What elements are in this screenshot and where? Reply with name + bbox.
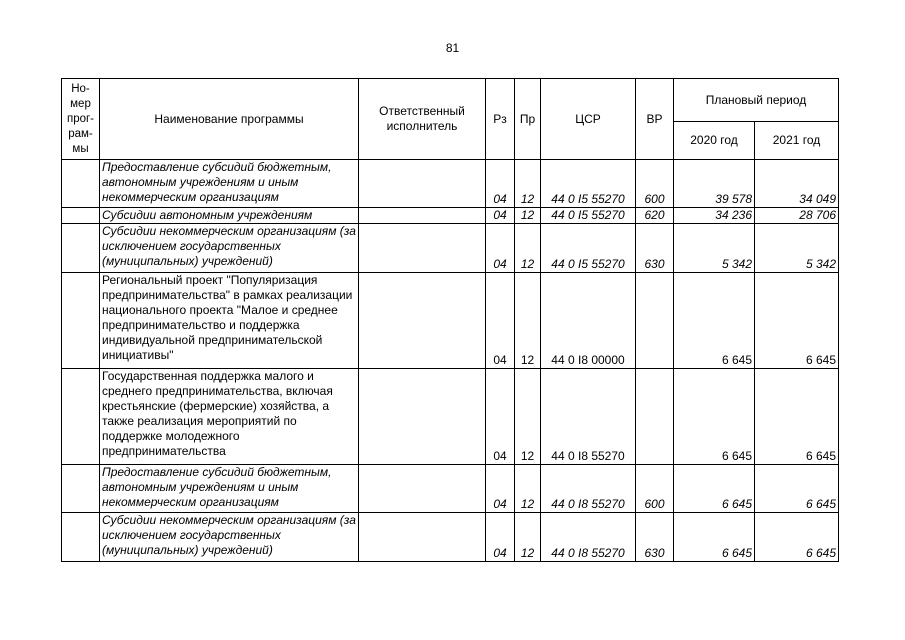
pr-cell: 12 xyxy=(515,160,541,208)
executor-cell xyxy=(359,160,486,208)
csr-cell: 44 0 I8 55270 xyxy=(541,369,636,465)
header-vr: ВР xyxy=(636,79,674,160)
amount-2021-cell: 5 342 xyxy=(755,224,839,273)
table-row xyxy=(62,208,839,224)
page-number: 81 xyxy=(445,41,460,55)
table-row xyxy=(62,465,839,513)
amount-2020-cell: 5 342 xyxy=(674,224,755,273)
csr-cell: 44 0 I5 55270 xyxy=(541,208,636,224)
vr-cell xyxy=(636,273,674,369)
program-number-cell xyxy=(62,513,100,562)
csr-cell: 44 0 I5 55270 xyxy=(541,160,636,208)
table-row xyxy=(62,160,839,208)
rz-cell: 04 xyxy=(486,513,515,562)
pr-cell: 12 xyxy=(515,208,541,224)
pr-cell: 12 xyxy=(515,465,541,513)
program-name-cell: Субсидии некоммерческим организациям (за исключением государственных (муниципальных) учреждений) xyxy=(100,513,359,562)
executor-cell xyxy=(359,208,486,224)
rz-cell: 04 xyxy=(486,465,515,513)
header-rz: Рз xyxy=(486,79,515,160)
program-number-cell xyxy=(62,224,100,273)
vr-cell: 620 xyxy=(636,208,674,224)
vr-cell: 600 xyxy=(636,160,674,208)
program-name-cell: Государственная поддержка малого и среднего предпринимательства, включая крестьянские (фермерские) хозяйства, а также реализация мероприятий по поддержке молодежного предпринимательства xyxy=(100,369,359,465)
program-name-cell: Субсидии автономным учреждениям xyxy=(100,208,359,224)
header-year-2021: 2021 год xyxy=(755,122,839,160)
executor-cell xyxy=(359,273,486,369)
csr-cell: 44 0 I8 55270 xyxy=(541,513,636,562)
amount-2020-cell: 39 578 xyxy=(674,160,755,208)
amount-2020-cell: 34 236 xyxy=(674,208,755,224)
header-csr: ЦСР xyxy=(541,79,636,160)
program-number-cell xyxy=(62,208,100,224)
csr-cell: 44 0 I8 00000 xyxy=(541,273,636,369)
amount-2020-cell: 6 645 xyxy=(674,369,755,465)
executor-cell xyxy=(359,513,486,562)
program-number-cell xyxy=(62,273,100,369)
header-executor: Ответственный исполнитель xyxy=(359,79,486,160)
amount-2020-cell: 6 645 xyxy=(674,465,755,513)
pr-cell: 12 xyxy=(515,224,541,273)
amount-2021-cell: 6 645 xyxy=(755,369,839,465)
rz-cell: 04 xyxy=(486,160,515,208)
header-program-name: Наименование программы xyxy=(100,79,359,160)
pr-cell: 12 xyxy=(515,273,541,369)
rz-cell: 04 xyxy=(486,224,515,273)
program-name-cell: Региональный проект "Популяризация предпринимательства" в рамках реализации национального проекта "Малое и среднее предпринимательство и поддержка индивидуальной предпринимательской инициативы" xyxy=(100,273,359,369)
table-row xyxy=(62,273,839,369)
amount-2021-cell: 6 645 xyxy=(755,465,839,513)
executor-cell xyxy=(359,465,486,513)
program-number-cell xyxy=(62,369,100,465)
pr-cell: 12 xyxy=(515,513,541,562)
executor-cell xyxy=(359,224,486,273)
rz-cell: 04 xyxy=(486,369,515,465)
vr-cell xyxy=(636,369,674,465)
table-row xyxy=(62,513,839,562)
executor-cell xyxy=(359,369,486,465)
rz-cell: 04 xyxy=(486,273,515,369)
csr-cell: 44 0 I5 55270 xyxy=(541,224,636,273)
amount-2021-cell: 28 706 xyxy=(755,208,839,224)
vr-cell: 630 xyxy=(636,224,674,273)
program-number-cell xyxy=(62,465,100,513)
table-row xyxy=(62,369,839,465)
header-program-number: Но- мер прог- рам- мы xyxy=(62,79,100,160)
program-name-cell: Предоставление субсидий бюджетным, автономным учреждениям и иным некоммерческим организациям xyxy=(100,160,359,208)
program-name-cell: Субсидии некоммерческим организациям (за исключением государственных (муниципальных) учреждений) xyxy=(100,224,359,273)
header-year-2020: 2020 год xyxy=(674,122,755,160)
amount-2021-cell: 6 645 xyxy=(755,513,839,562)
header-row xyxy=(62,79,839,122)
csr-cell: 44 0 I8 55270 xyxy=(541,465,636,513)
vr-cell: 600 xyxy=(636,465,674,513)
header-pr: Пр xyxy=(515,79,541,160)
program-name-cell: Предоставление субсидий бюджетным, автономным учреждениям и иным некоммерческим организациям xyxy=(100,465,359,513)
budget-table xyxy=(61,78,839,562)
rz-cell: 04 xyxy=(486,208,515,224)
table-row xyxy=(62,224,839,273)
amount-2021-cell: 6 645 xyxy=(755,273,839,369)
amount-2020-cell: 6 645 xyxy=(674,513,755,562)
program-number-cell xyxy=(62,160,100,208)
amount-2020-cell: 6 645 xyxy=(674,273,755,369)
amount-2021-cell: 34 049 xyxy=(755,160,839,208)
vr-cell: 630 xyxy=(636,513,674,562)
pr-cell: 12 xyxy=(515,369,541,465)
header-planning-period: Плановый период xyxy=(674,79,839,122)
